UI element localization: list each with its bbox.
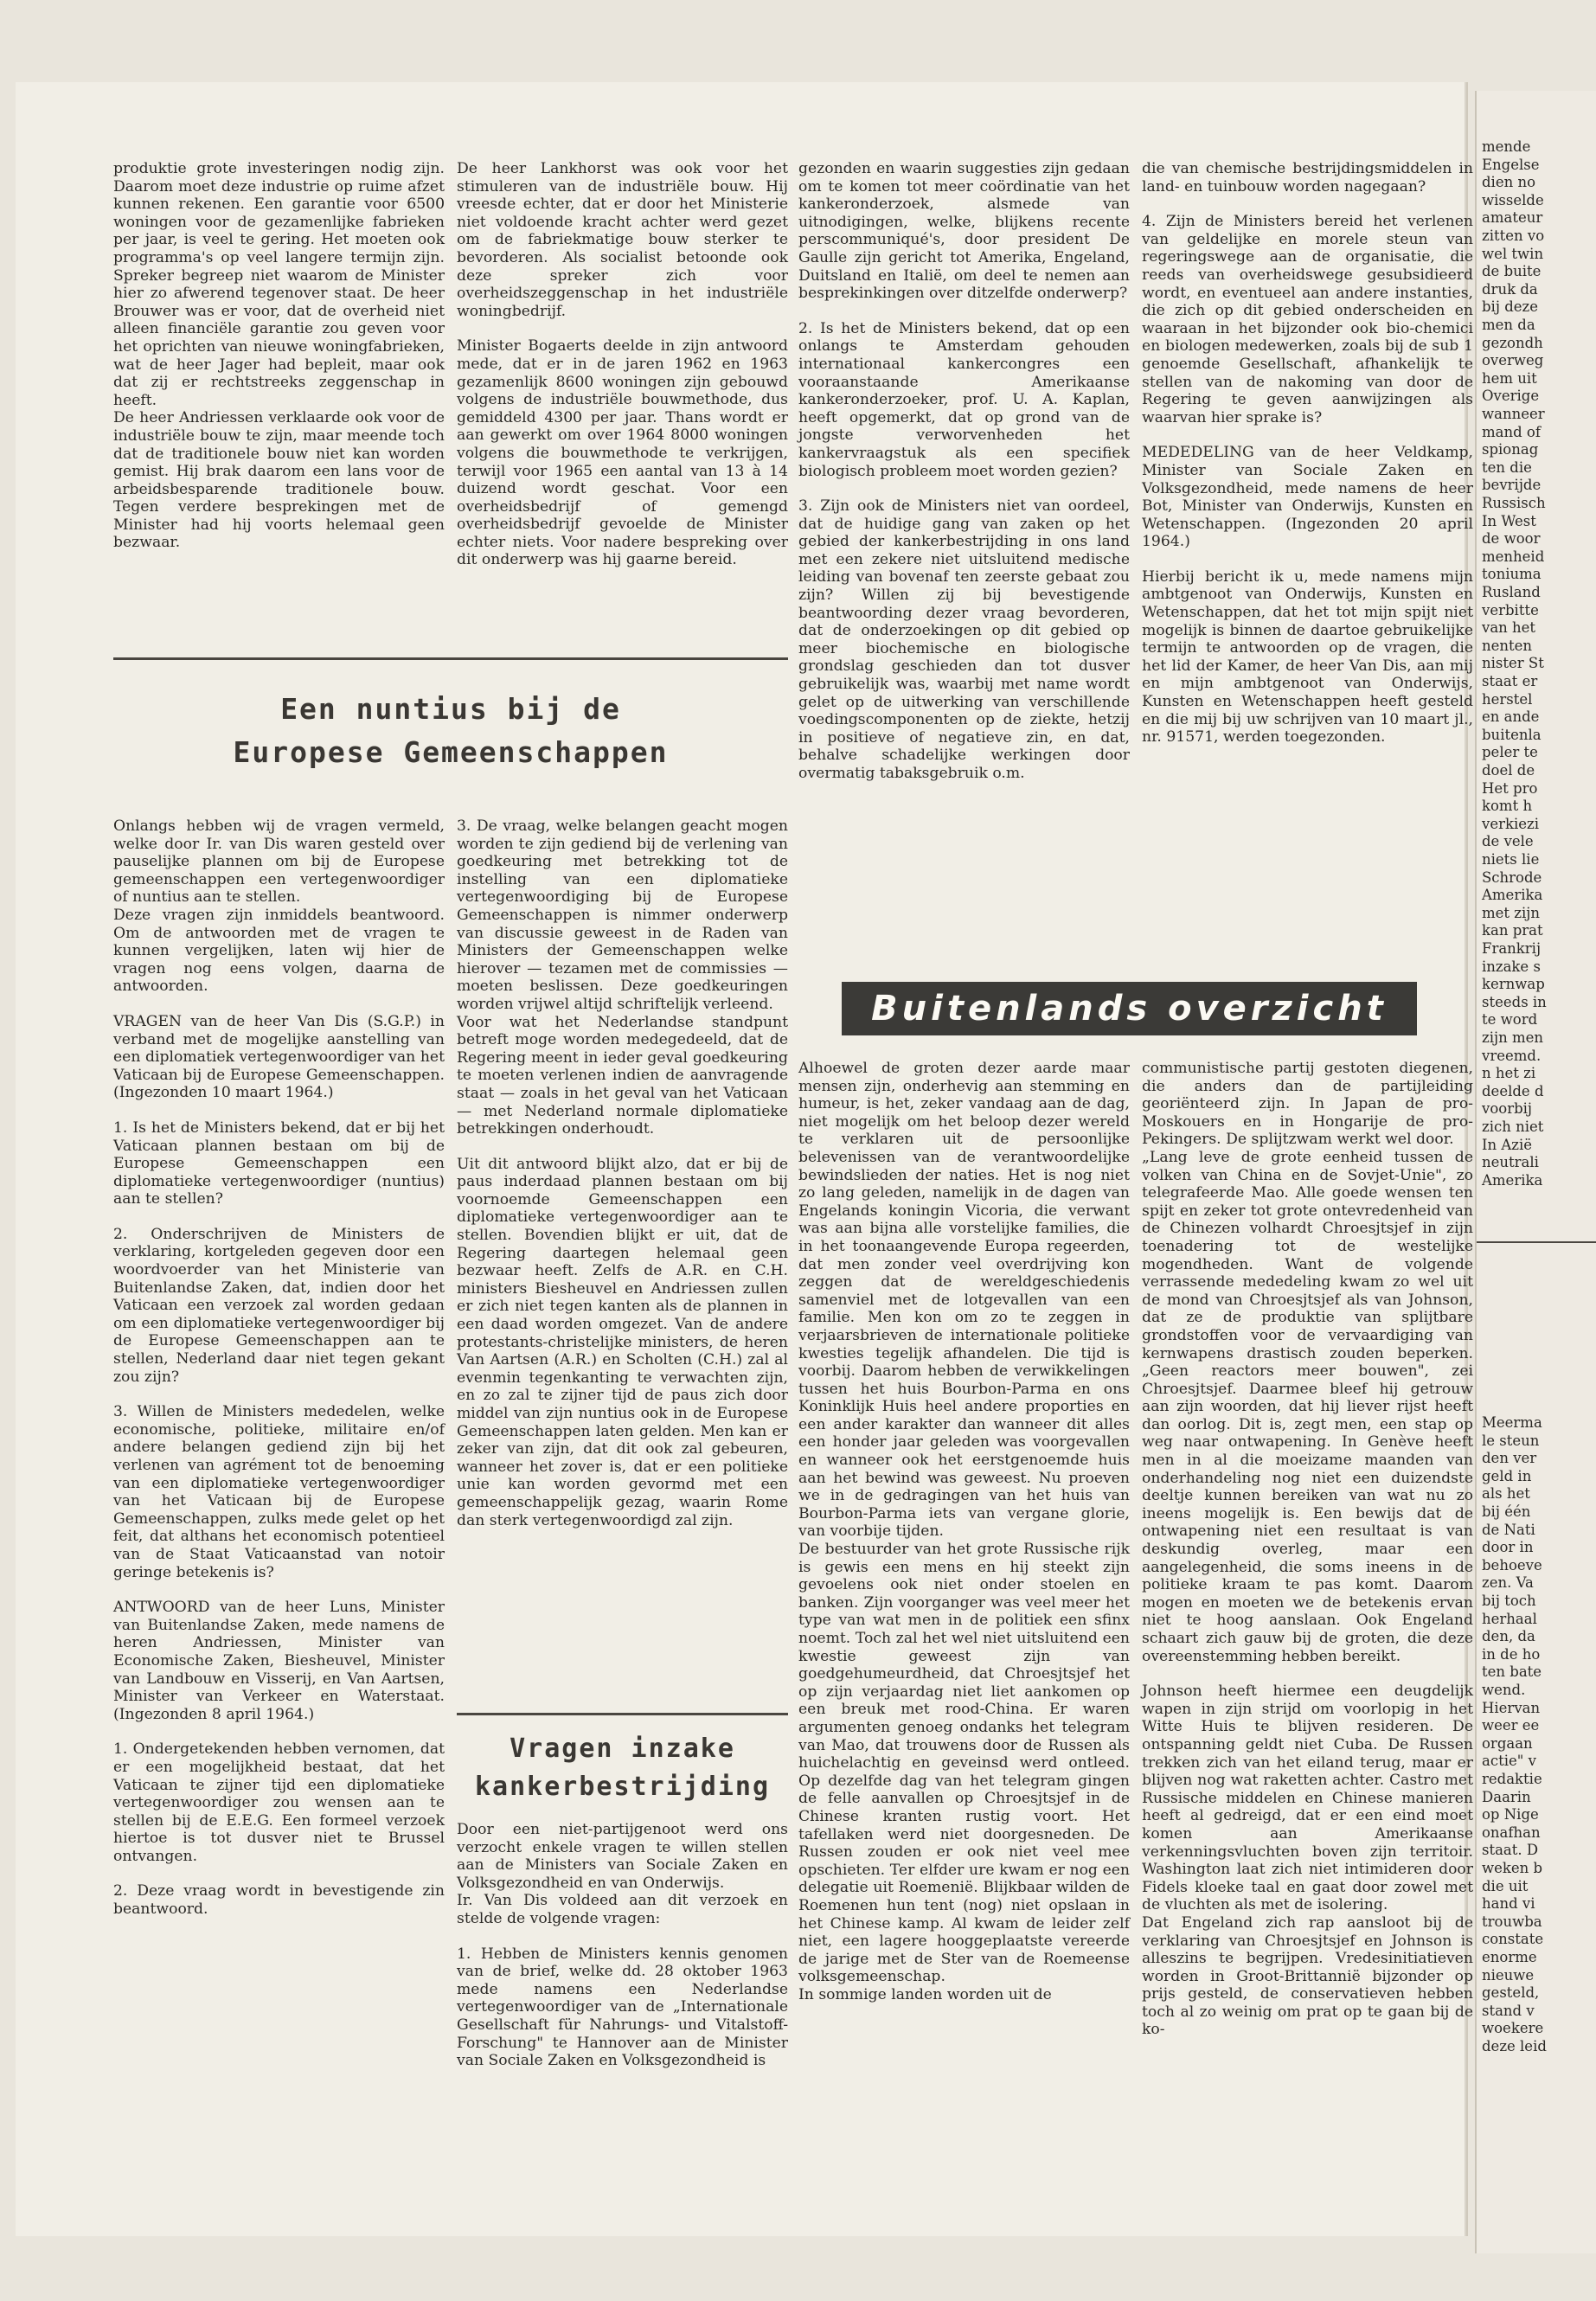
fragment-line: enorme (1482, 1949, 1537, 1965)
fragment-line: herstel (1482, 690, 1533, 708)
fragment-line: woekere (1482, 2020, 1544, 2037)
fragment-line: neutrali (1482, 1154, 1539, 1171)
fragment-line: Russisch (1482, 495, 1546, 511)
paragraph: gezonden en waarin suggesties zijn gedaan om te komen tot meer coördinatie van het kankeronderzoek, alsmede van uitnodigingen, welke, blijkens recente perscommuniqué's, door president De Gaulle zijn gericht tot Amerika, Engeland, Duitsland en Italië, om deel te nemen aan besprekinkingen over ditzelfde onderwerp? (798, 160, 1130, 303)
fragment-line: inzake s (1482, 958, 1541, 975)
paragraph: De heer Lankhorst was ook voor het stimuleren van de industriële bouw. Hij vreesde echter, dat er door het Ministerie niet voldoende kracht achter werd gezet om de fabriekmatige bouw sterker te bevorderen. Als socialist betoonde ook deze spreker zich voor overheidszeggenschap in het industriële woningbedrijf. (457, 160, 788, 320)
fragment-line: druk da (1482, 280, 1538, 298)
headline-line: Een nuntius bij de (280, 692, 621, 726)
fragment-line: bevrijde (1482, 477, 1542, 494)
fragment-line: bij toch (1482, 1593, 1536, 1609)
paragraph: 2. Onderschrijven de Ministers de verklaring, kortgeleden gegeven door een woordvoerder van het Ministerie van Buitenlandse Zaken, dat, indien door het Vaticaan een verzoek zal worden gedaan om een diplomatieke vertegenwoordiger bij de Europese Gemeenschappen aan te stellen, Nederland daar niet tegen gekant zou zijn? (113, 1225, 445, 1386)
fragment-line: menheid (1482, 548, 1545, 565)
fragment-line: In Azië (1482, 1136, 1533, 1153)
paragraph: 2. Is het de Ministers bekend, dat op een onlangs te Amsterdam gehouden internationaal kankercongres een vooraanstaande Amerikaanse kankeronderzoeker, prof. U. A. Kaplan, heeft opgemerkt, dat op grond van de jongste verworvenheden het kankervraagstuk als een specifiek biologisch probleem moet worden gezien? (798, 319, 1130, 480)
paragraph: 3. Zijn ook de Ministers niet van oordeel, dat de huidige gang van zaken op het gebied der kankerbestrijding in ons land met een zekere niet uitsluitend medische leiding van bovenaf ten zeerste gebaat zou zijn? Willen zij bij bevestigende beantwoording dezer vraag bevorderen, dat de onderzoekingen op dit gebied op meer biochemische en biologische grondslag geschieden dan tot dusver gebruikelijk was, waarbij met name wordt gelet op de uitwerking van verschillende voedingscomponenten op de ziekte, hetzij in positieve of negatieve zin, en dat, behalve schadelijke werkingen door overmatig tabaksgebruik o.m. (798, 497, 1130, 782)
adjacent-page-fragment (1475, 91, 1596, 2253)
fragment-line: wel twin (1482, 245, 1544, 262)
fragment-line: actie" v (1482, 1753, 1536, 1770)
fragment-line: kan prat (1482, 922, 1543, 939)
fragment-line: nenten (1482, 637, 1533, 654)
fragment-line: doel de (1482, 762, 1535, 779)
fragment-line: spionag (1482, 441, 1539, 458)
fragment-line: op Nige (1482, 1806, 1539, 1823)
fragment-line: nieuwe (1482, 1966, 1535, 1984)
headline-line: Europese Gemeenschappen (233, 735, 669, 769)
fragment-line: wisselde (1482, 191, 1544, 208)
paragraph: VRAGEN van de heer Van Dis (S.G.P.) in verband met de mogelijke aanstelling van een diplomatiek vertegenwoordiger van het Vaticaan bij de Europese Gemeenschappen. (Ingezonden 10 maart 1964.) (113, 1012, 445, 1102)
paragraph: 3. De vraag, welke belangen geacht mogen worden te zijn gediend bij de verlening van goedkeuring met betrekking tot de instelling van een diplomatieke vertegenwoordiging bij de Europese Gemeenschappen is nimmer onderwerp van discussie geweest in de Raden van Ministers der Gemeenschappen welke hierover — tezamen met de commissies — moeten beslissen. Deze goedkeuringen worden vrijwel altijd schriftelijk verleend. (457, 817, 788, 1013)
paragraph: In sommige landen worden uit de (798, 1985, 1052, 2003)
fragment-line: men da (1482, 317, 1535, 333)
fragment-line: verkiezi (1482, 815, 1539, 832)
fragment-line: Hiervan (1482, 1699, 1541, 1716)
paragraph: De bestuurder van het grote Russische rijk is gewis een mens en hij steekt zijn gevoelens ook niet onder stoelen en banken. Zijn voorganger was veel meer het type van wat men in de politiek een sfinx noemt. Toch zal het wel niet uitsluitend een kwestie geweest zijn van goedgehumeurdheid, dat Chroesjtsjef het op zijn verjaardag niet liet aankomen op een breuk met rood-China. Er waren argumenten genoeg ondanks het telegram van Mao, dat trouwens door de Russen als huichelachtig en geveinsd werd ontleed. Op dezelfde dag van het telegram gingen de felle aanvallen op Chroesjtsjef in de Chinese kranten rustig voort. Het tafellaken werd niet doorgesneden. De Russen zouden er ook niet veel mee opschieten. Ter elfder ure kwam er nog een delegatie uit Roemenië. Blijkbaar wilden de Roemenen hun tent (nog) niet opslaan in het Chinese kamp. Al kwam de leider zelf niet, een lagere hooggeplaatste vereerde de jarige met de Ster van de Roemeense volksgemeenschap. (798, 1541, 1130, 1986)
fragment-line: en ande (1482, 708, 1540, 726)
paragraph: Door een niet-partijgenoot werd ons verzocht enkele vragen te willen stellen aan de Ministers van Sociale Zaken en Volksgezondheid en van Onderwijs. (457, 1821, 788, 1892)
paragraph: 1. Ondergetekenden hebben vernomen, dat er een mogelijkheid bestaat, dat het Vaticaan te zijner tijd een diplomatieke vertegenwoordiger zou wensen aan te stellen bij de E.E.G. Een formeel verzoek hiertoe is tot dusver niet te Brussel ontvangen. (113, 1740, 445, 1865)
fragment-line: met zijn (1482, 904, 1540, 921)
fragment-line: staat. D (1482, 1842, 1539, 1859)
paragraph: De heer Andriessen verklaarde ook voor de industriële bouw te zijn, maar meende toch dat de traditionele bouw niet kan worden gemist. Hij brak daarom een lans voor de arbeidsbesparende traditionele bouw. Tegen verdere besprekingen met de Minister had hij voorts helemaal geen bezwaar. (113, 409, 445, 552)
fragment-line: Rusland (1482, 584, 1541, 600)
fragment-line: bij deze (1482, 298, 1538, 316)
fragment-line: gezondh (1482, 334, 1543, 351)
fragment-line: gesteld, (1482, 1984, 1540, 2002)
fragment-line: wanneer (1482, 406, 1545, 422)
fragment-line: komt h (1482, 798, 1533, 815)
fragment-line: hem uit (1482, 369, 1537, 387)
paragraph: 4. Zijn de Ministers bereid het verlenen van geldelijke en morele steun van regeringswege aan de organisatie, die reeds van overheidswege gesubsidieerd wordt, en eventueel aan andere instanties, die zich op dit gebied onderscheiden en waaraan in het bijzonder ook bio-chemici en biologen medewerken, zoals bij de sub 1 genoemde Gesellschaft, afhankelijk te stellen van de nakoming van door de Regering te geven aanwijzingen als waarvan hier sprake is? (1142, 213, 1473, 426)
fragment-line: Overige (1482, 388, 1540, 405)
fragment-line: trouwba (1482, 1913, 1542, 1930)
fragment-line: kernwap (1482, 976, 1545, 993)
paragraph: Hierbij bericht ik u, mede namens mijn ambtgenoot van Onderwijs, Kunsten en Wetenschappen, dat het tot mijn spijt niet mogelijk is binnen de daartoe gebruikelijke termijn te antwoorden op de vragen, die het lid der Kamer, de heer Van Dis, aan mij en mijn ambtgenoot van Onderwijs, Kunsten en Wetenschappen heeft gesteld en die mij bij uw schrijven van 10 maart jl., nr. 91571, werden toegezonden. (1142, 567, 1473, 747)
headline-kanker (457, 1730, 788, 1806)
fragment-line: zitten vo (1482, 228, 1545, 244)
column-4-buitenlands (1142, 1060, 1473, 2056)
fragment-line: peler te (1482, 744, 1538, 761)
fragment-line: de buite (1482, 263, 1542, 280)
paragraph: 1. Hebben de Ministers kennis genomen van de brief, welke dd. 28 oktober 1963 mede namens een Nederlandse vertegenwoordiger van de „Internationale Gesellschaft für Nahrungs- und Vitalstoff-Forschung" te Hannover aan de Minister van Sociale Zaken en Volksgezondheid is (457, 1945, 788, 2070)
fragment-line: mende (1482, 138, 1531, 155)
fragment-line: buitenla (1482, 726, 1542, 743)
fragment-line: de woor (1482, 530, 1541, 548)
headline-nuntius (113, 688, 788, 774)
paragraph: 2. Deze vraag wordt in bevestigende zin beantwoord. (113, 1882, 445, 1919)
fragment-line: weer ee (1482, 1717, 1540, 1734)
fragment-line: den, da (1482, 1628, 1535, 1645)
fragment-line: Amerika (1482, 887, 1543, 904)
column-2-top (457, 160, 788, 586)
paragraph: Alhoewel de groten dezer aarde maar mensen zijn, onderhevig aan stemming en humeur, is het, zeker vandaag aan de dag, niet mogelijk om het beloop dezer wereld te verklaren uit de persoonlijke belevenissen van de verantwoordelijke bewindslieden der naties. Het is nog niet zo lang geleden, namelijk in de dagen van Engelands koningin Vicoria, die verwant was aan bijna alle vorstelijke families, die in het toonaangevende Europa regeerden, dat men zonder veel overdrijving kon zeggen dat de wereldgeschiedenis samenviel met de lotgevallen van een familie. Men kon om zo te zeggen in verjaarsbrieven de internationale politieke kwesties tegelijk afhandelen. Die tijd is voorbij. Daarom hebben de verwikkelingen tussen het huis Bourbon-Parma en ons Koninklijk Huis heel andere proporties en een ander karakter dan wanneer dit alles een honder jaar geleden was voorgevallen en wanneer ook het eerstgenoemde huis aan het bewind was geweest. Nu proeven we in de gedragingen van het huis van Bourbon-Parma iets van vergane glorie, van voorbije tijden. (798, 1060, 1130, 1541)
fragment-line: toniuma (1482, 566, 1542, 583)
paragraph: Minister Bogaerts deelde in zijn antwoord mede, dat er in de jaren 1962 en 1963 gezamenlijk 8600 woningen zijn gebouwd volgens de industriële bouwmethode, dus gemiddeld 4300 per jaar. Thans wordt er aan gewerkt om over 1964 8000 woningen volgens die bouwmethode te verkrijgen, terwijl voor 1965 een aantal van 13 à 14 duizend wordt geschat. Voor een overheidsbedrijf of gemengd overheidsbedrijf gevoelde de Minister echter niets. Voor nadere bespreking over dit onderwerp was hij gaarne bereid. (457, 337, 788, 569)
fragment-line: Het pro (1482, 779, 1538, 797)
fragment-line: voorbij (1482, 1100, 1533, 1118)
fragment-line: onafhan (1482, 1823, 1541, 1841)
fragment-line: le steun (1482, 1432, 1540, 1449)
headline-line: Vragen inzake (510, 1734, 735, 1764)
fragment-line: zijn men (1482, 1029, 1543, 1046)
fragment-line: hand vi (1482, 1895, 1535, 1913)
fragment-line: orgaan (1482, 1734, 1533, 1752)
fragment-line: dien no (1482, 174, 1536, 191)
fragment-line: de Nati (1482, 1521, 1535, 1538)
fragment-line: stand v (1482, 2002, 1535, 2019)
section-rule (457, 1713, 788, 1715)
fragment-line: staat er (1482, 673, 1538, 689)
fragment-line: amateur (1482, 209, 1543, 227)
headline-line: kankerbestrijding (474, 1772, 771, 1802)
fragment-line: wend. (1482, 1682, 1526, 1698)
newspaper-page (16, 82, 1473, 2236)
column-4-top (1142, 160, 1473, 764)
fragment-line: bij één (1482, 1503, 1531, 1520)
fragment-line: In West (1482, 512, 1536, 529)
paragraph: 1. Is het de Ministers bekend, dat er bij het Vaticaan plannen bestaan om bij de Europese Gemeenschappen een diplomatieke vertegenwoordiger (nuntius) aan te stellen? (113, 1118, 445, 1208)
paragraph: Uit dit antwoord blijkt alzo, dat er bij de paus inderdaad plannen bestaan om bij voornoemde Gemeenschappen een diplomatieke vertegenwoordiger aan te stellen. Bovendien blijkt er uit, dat de Regering daartegen helemaal geen bezwaar heeft. Zelfs de A.R. en C.H. ministers Biesheuvel en Andriessen zullen er zich niet tegen kanten als de plannen in een daad worden omgezet. Van de andere protestants-christelijke ministers, de heren Van Aartsen (A.R.) en Scholten (C.H.) zal al evenmin tegenkanting te verwachten zijn, en zo zal te zijner tijd de paus zich door middel van zijn nuntius ook in de Europese Gemeenschappen laten gelden. Men kan er zeker van zijn, dat dit ook zal gebeuren, wanneer het zover is, dat er een politieke unie kan worden gevormd met een gemeenschappelijk gezag, waarin Rome dan sterk vertegenwoordigd zal zijn. (457, 1155, 788, 1529)
paragraph: 3. Willen de Ministers mededelen, welke economische, politieke, militaire en/of andere belangen gediend zijn bij het verlenen van agrément tot de benoeming van een diplomatieke vertegenwoordiger van het Vaticaan bij de Europese Gemeenschappen, zulks mede gelet op het feit, dat althans het economisch potentieel van de Staat Vaticaanstad van notoir geringe betekenis is? (113, 1403, 445, 1581)
headline-buitenlands-banner (842, 982, 1417, 1035)
column-3-top (798, 160, 1130, 800)
fragment-line: deelde d (1482, 1082, 1544, 1099)
paragraph: die van chemische bestrijdingsmiddelen in land- en tuinbouw worden nagegaan? (1142, 160, 1473, 195)
paragraph: communistische partij gestoten diegenen, die anders dan de partijleiding georiënteerd zijn. In Japan de pro-Moskouers en in Hongarije de pro-Pekingers. De splijtzwam werkt wel door. (1142, 1060, 1473, 1149)
section-rule (113, 657, 788, 660)
paragraph: Ir. Van Dis voldeed aan dit verzoek en stelde de volgende vragen: (457, 1892, 788, 1927)
fragment-line: in de ho (1482, 1645, 1541, 1663)
fragment-line: ten die (1482, 458, 1532, 476)
fragment-line: niets lie (1482, 851, 1540, 868)
fragment-line: mand of (1482, 423, 1541, 440)
fragment-line: Engelse (1482, 156, 1540, 173)
fragment-line: Amerika (1482, 1171, 1543, 1189)
paragraph: Onlangs hebben wij de vragen vermeld, welke door Ir. van Dis waren gesteld over pauselijke plannen om bij de Europese gemeenschappen een vertegenwoordiger of nuntius aan te stellen. (113, 817, 445, 907)
column-3-buitenlands (798, 1060, 1130, 2021)
fragment-line: zich niet (1482, 1118, 1544, 1135)
fragment-line: nister St (1482, 655, 1544, 672)
paragraph: Johnson heeft hiermee een deugdelijk wapen in zijn strijd om voorlopig in het Witte Huis te blijven resideren. De ontspanning geldt niet Cuba. De Russen trekken zich van het eiland terug, maar er blijven nog wat raketten achter. Castro met Russische middelen en Chinese manieren heeft al gedreigd, dat er een eind moet komen aan Amerikaanse verkenningsvluchten boven zijn territoir. Washington laat zich niet intimideren door Fidels kloeke taal en gaat door zowel met de vluchten als met de isolering. (1142, 1682, 1473, 1914)
fragment-line: constate (1482, 1931, 1544, 1948)
fragment-line: verbitte (1482, 601, 1539, 619)
fragment-line: van het (1482, 619, 1536, 637)
fragment-line: n het zi (1482, 1065, 1536, 1082)
fragment-line: vreemd. (1482, 1047, 1542, 1064)
paragraph: produktie grote investeringen nodig zijn. Daarom moet deze industrie op ruime afzet kunnen rekenen. Een garantie voor 6500 woningen voor de gezamenlijke fabrieken per jaar, is veel te gering. Het moeten ook programma's op veel langere termijn zijn. Spreker begreep niet waarom de Minister hier zo afwerend tegenover staat. De heer Brouwer was er voor, dat de overheid niet alleen financiële garantie zou geven voor het oprichten van nieuwe woningfabrieken, wat de heer Jager had bepleit, maar ook dat zij er rechtstreeks zeggenschap in heeft. (113, 160, 445, 409)
fragment-line: weken b (1482, 1860, 1543, 1876)
fragment-line: behoeve (1482, 1556, 1542, 1574)
paragraph: „Lang leve de grote eenheid tussen de volken van China en de Sovjet-Unie", zo telegrafeerde Mao. Alle goede wensen ten spijt en zeker tot grote ontevredenheid van de Chinezen volhardt Chroesjtsjef in zijn toenadering tot de westelijke mogendheden. Want de volgende verrassende mededeling kwam zo wel uit de mond van Chroesjtsjef als van Johnson, dat ze de produktie van splijtbare grondstoffen voor de vervaardiging van kernwapens drastisch zouden beperken. „Geen reactors meer bouwen", zei Chroesjtsjef. Daarmee bleef hij getrouw aan zijn woorden, dat hij liever rijst heeft dan oorlog. Dit is, zegt men, een stap op weg naar ontwapening. In Genève heeft men in al die moeizame maanden van onderhandeling nog niet een duizendste deeltje kunnen bereiken van wat nu zo ineens mogelijk is. Een bewijs dat de ontwapening niet een resultaat is van deskundig overleg, maar een aangelegenheid, die soms ineens in de politieke kraam te pas komt. Daarom mogen en moeten we de betekenis ervan niet te hoog aanslaan. Ook Engeland schaart zich gauw bij de groten, die deze overeenstemming hebben bereikt. (1142, 1148, 1473, 1665)
fragment-line: overweg (1482, 352, 1544, 369)
fragment-line: die uit (1482, 1877, 1529, 1894)
fragment-rule (1477, 1241, 1596, 1243)
column-1-bottom (113, 817, 445, 1936)
paragraph: Voor wat het Nederlandse standpunt betreft moge worden medegedeeld, dat de Regering meent in ieder geval goedkeuring te moeten verlenen indien de aanvragende staat — zoals in het geval van het Vaticaan — met Nederland normale diplomatieke betrekkingen onderhoudt. (457, 1013, 788, 1138)
fragment-line: als het (1482, 1485, 1530, 1503)
fragment-line: geld in (1482, 1467, 1532, 1484)
paragraph: Deze vragen zijn inmiddels beantwoord. Om de antwoorden met de vragen te kunnen vergelijken, laten wij hier de vragen nog eens volgen, daarna de antwoorden. (113, 906, 445, 996)
fragment-line: redaktie (1482, 1771, 1542, 1787)
paragraph: ANTWOORD van de heer Luns, Minister van Buitenlandse Zaken, mede namens de heren Andriessen, Minister van Economische Zaken, Biesheuvel, Minister van Landbouw en Visserij, en Van Aartsen, Minister van Verkeer en Waterstaat. (Ingezonden 8 april 1964.) (113, 1599, 445, 1723)
fragment-line: door in (1482, 1539, 1534, 1556)
paragraph: MEDEDELING van de heer Veldkamp, Minister van Sociale Zaken en Volksgezondheid, mede namens de heer Bot, Minister van Onderwijs, Kunsten en Wetenschappen. (Ingezonden 20 april 1964.) (1142, 444, 1473, 551)
fragment-line: deze leid (1482, 2038, 1547, 2054)
fragment-line: te word (1482, 1011, 1538, 1029)
column-2-kanker (457, 1821, 788, 2087)
fragment-line: Daarin (1482, 1788, 1531, 1805)
fragment-line: Meerma (1482, 1414, 1542, 1431)
headline-buitenlands: Buitenlands overzicht (871, 989, 1388, 1029)
column-1-top (113, 160, 445, 569)
fragment-line: den ver (1482, 1450, 1537, 1467)
fragment-line: zen. Va (1482, 1574, 1534, 1592)
fragment-line: steeds in (1482, 993, 1547, 1010)
fragment-line: ten bate (1482, 1663, 1542, 1681)
column-2-bottom (457, 817, 788, 1547)
fragment-line: herhaal (1482, 1610, 1537, 1627)
fragment-line: Frankrij (1482, 940, 1542, 957)
fragment-line: Schrode (1482, 868, 1542, 886)
fragment-line: de vele (1482, 833, 1534, 850)
paragraph: Dat Engeland zich rap aansloot bij de verklaring van Chroesjtsjef en Johnson is alleszins te begrijpen. Vredesinitiatieven worden in Groot-Brittannië bijzonder op prijs gesteld, de conservatieven hebben toch al zo weinig om prat op te gaan bij de ko- (1142, 1913, 1473, 2039)
